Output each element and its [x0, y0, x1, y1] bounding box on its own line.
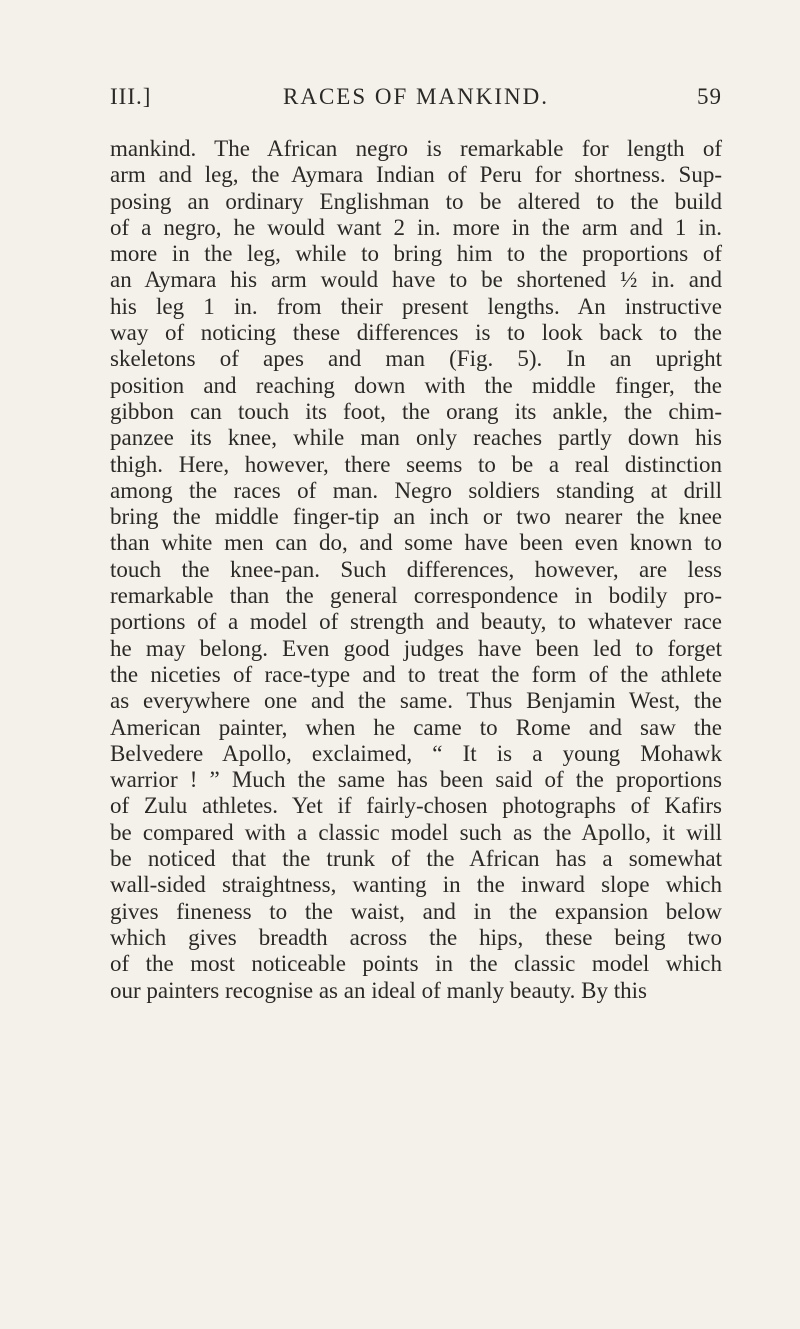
text-line: arm and leg, the Aymara Indian of Peru for shortness. Sup- — [110, 162, 722, 188]
text-line: than white men can do, and some have been even known to — [110, 530, 722, 556]
text-line: among the races of man. Negro soldiers standing at drill — [110, 477, 722, 503]
text-line: gibbon can touch its foot, the orang its ankle, the chim- — [110, 398, 722, 424]
text-line: of Zulu athletes. Yet if fairly-chosen photographs of Kafirs — [110, 793, 722, 819]
text-line: he may belong. Even good judges have been led to forget — [110, 635, 722, 661]
text-line: way of noticing these differences is to look back to the — [110, 320, 722, 346]
chapter-number: III.] — [110, 84, 152, 109]
page-number: 59 — [697, 84, 722, 109]
text-line: Belvedere Apollo, exclaimed, “ It is a young Mohawk — [110, 740, 722, 766]
text-line: warrior ! ” Much the same has been said of the proportions — [110, 767, 722, 793]
text-line: panzee its knee, while man only reaches partly down his — [110, 425, 722, 451]
text-line: wall-sided straightness, wanting in the inward slope which — [110, 872, 722, 898]
text-line: remarkable than the general correspondence in bodily pro- — [110, 583, 722, 609]
text-line: portions of a model of strength and beauty, to whatever race — [110, 609, 722, 635]
running-title: RACES OF MANKIND. — [283, 84, 549, 109]
text-line: more in the leg, while to bring him to the proportions of — [110, 241, 722, 267]
text-line: our painters recognise as an ideal of manly beauty. By this — [110, 977, 647, 1003]
text-line: mankind. The African negro is remarkable for length of — [110, 136, 722, 161]
text-line: be compared with a classic model such as the Apollo, it will — [110, 819, 722, 845]
text-line: position and reaching down with the middle finger, the — [110, 372, 722, 398]
text-line: be noticed that the trunk of the African has a somewhat — [110, 846, 722, 872]
text-line: American painter, when he came to Rome and saw the — [110, 714, 722, 740]
text-line: thigh. Here, however, there seems to be a real distinction — [110, 451, 722, 477]
text-line: his leg 1 in. from their present lengths. An instructive — [110, 293, 722, 319]
text-line: gives fineness to the waist, and in the expansion below — [110, 898, 722, 924]
text-line: the niceties of race-type and to treat the form of the athlete — [110, 661, 722, 687]
text-line: touch the knee-pan. Such differences, however, are less — [110, 556, 722, 582]
text-line: which gives breadth across the hips, these being two — [110, 924, 722, 950]
text-line: of a negro, he would want 2 in. more in the arm and 1 in. — [110, 214, 722, 240]
text-line: as everywhere one and the same. Thus Benjamin West, the — [110, 688, 722, 714]
text-line: skeletons of apes and man (Fig. 5). In an upright — [110, 346, 722, 372]
text-line: of the most noticeable points in the classic model which — [110, 951, 722, 977]
running-head — [110, 84, 722, 114]
body-text — [110, 136, 722, 1004]
text-line: bring the middle finger-tip an inch or two nearer the knee — [110, 504, 722, 530]
text-line: an Aymara his arm would have to be shortened ½ in. and — [110, 267, 722, 293]
text-line: posing an ordinary Englishman to be altered to the build — [110, 188, 722, 214]
